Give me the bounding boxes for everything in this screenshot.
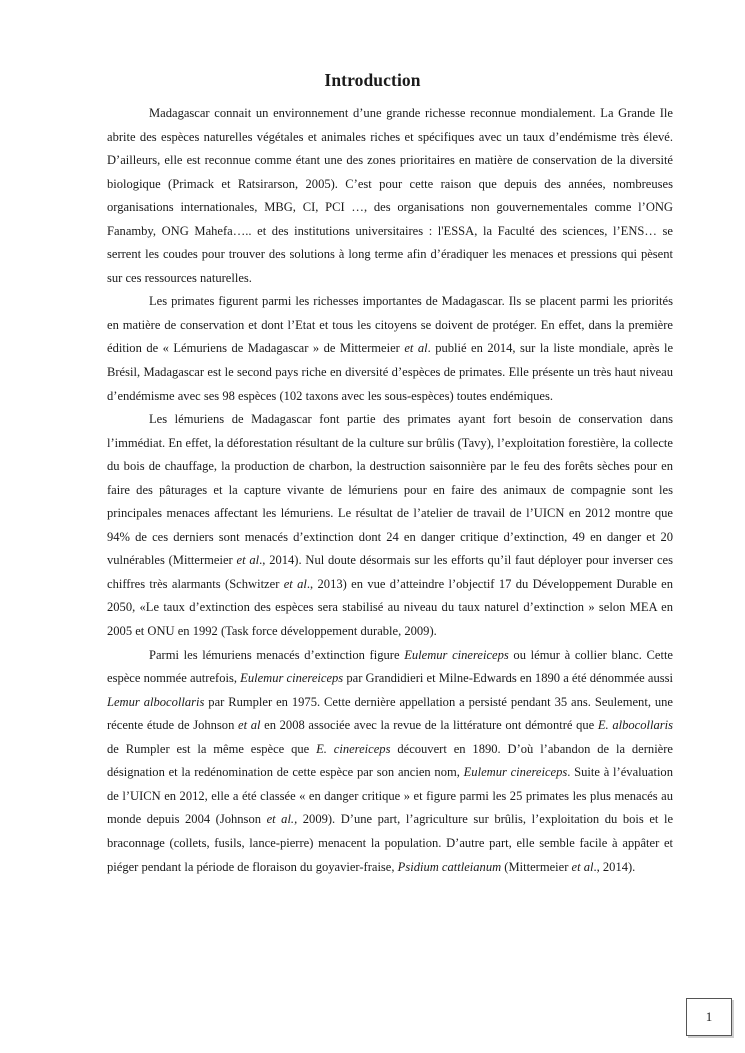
page-number-box (686, 998, 732, 1036)
page-number: 1 (705, 1009, 713, 1024)
paragraph-3: Les lémuriens de Madagascar font partie des primates ayant fort besoin de conservation dans l’immédiat. En effet, la déforestation résultant de la culture sur brûlis (Tavy), l’exploitation forestière, la collecte du bois de chauffage, la production de charbon, la destruction saisonnière par le feu des forêts sèches pour en faire des pâturages et la capture vivante de lémuriens pour en faire des animaux de compagnie sont les principales menaces affectant les lémuriens. Le résultat de l’atelier de travail de l’UICN en 2012 montre que 94% de ces derniers sont menacés d’extinction dont 24 en danger critique d’extinction, 49 en danger et 20 vulnérables (Mittermeier et al., 2014). Nul doute désormais sur les efforts qu’il faut déployer pour inverser ces chiffres très alarmants (Schwitzer et al., 2013) en vue d’atteindre l’objectif 17 du Développement Durable en 2050, «Le taux d’extinction des espèces sera stabilisé au niveau du taux naturel d’extinction » selon MEA en 2005 et ONU en 1992 (Task force développement durable, 2009). (107, 412, 674, 639)
paragraph-1: Madagascar connait un environnement d’une grande richesse reconnue mondialement. La Grande Ile abrite des espèces naturelles végétales et animales riches et spécifiques avec un taux d’endémisme très élevé. D’ailleurs, elle est reconnue comme étant une des zones prioritaires en matière de conservation de la diversité biologique (Primack et Ratsirarson, 2005). C’est pour cette raison que depuis des années, nombreuses organisations internationales, MBG, CI, PCI …, des organisations non gouvernementales comme l’ONG Fanamby, ONG Mahefa….. et des institutions universitaires : l'ESSA, la Faculté des sciences, l’ENS… se serrent les coudes pour trouver des solutions à long terme afin d’éradiquer les menaces et pressions qui pèsent sur ces ressources naturelles. (107, 106, 673, 285)
paragraph-4: Parmi les lémuriens menacés d’extinction figure Eulemur cinereiceps ou lémur à collier blanc. Cette espèce nommée autrefois, Eulemur cinereiceps par Grandidieri et Milne-Edwards en 1890 a été dénommée aussi Lemur albocollaris par Rumpler en 1975. Cette dernière appellation a persisté pendant 35 ans. Seulement, une récente étude de Johnson et al en 2008 associée avec la revue de la littérature ont démontré que E. albocollaris de Rumpler est la même espèce que E. cinereiceps découvert en 1890. D’où l’abandon de la dernière désignation et la redénomination de cette espèce par son ancien nom, Eulemur cinereiceps. Suite à l’évaluation de l’UICN en 2012, elle a été classée « en danger critique » et figure parmi les 25 primates les plus menacés au monde depuis 2004 (Johnson et al., 2009). D’une part, l’agriculture sur brûlis, l’exploitation du bois et le braconnage (collets, fusils, lance-pierre) menacent la population. D’autre part, elle semble facile à appâter et piéger pendant la période de floraison du goyavier-fraise, Psidium cattleianum (Mittermeier et al., 2014). (107, 647, 674, 874)
body-text (107, 102, 673, 879)
page-title: Introduction (324, 70, 421, 90)
paragraph-2: Les primates figurent parmi les richesses importantes de Madagascar. Ils se placent parmi les priorités en matière de conservation et dont l’Etat et tous les citoyens se doivent de protéger. En effet, dans la première édition de « Lémuriens de Madagascar » de Mittermeier et al. publié en 2014, sur la liste mondiale, après le Brésil, Madagascar est le second pays riche en diversité d’espèces de primates. Elle présente un très haut niveau d’endémisme avec ses 98 espèces (102 taxons avec les sous-espèces) toutes endémiques. (107, 294, 674, 403)
